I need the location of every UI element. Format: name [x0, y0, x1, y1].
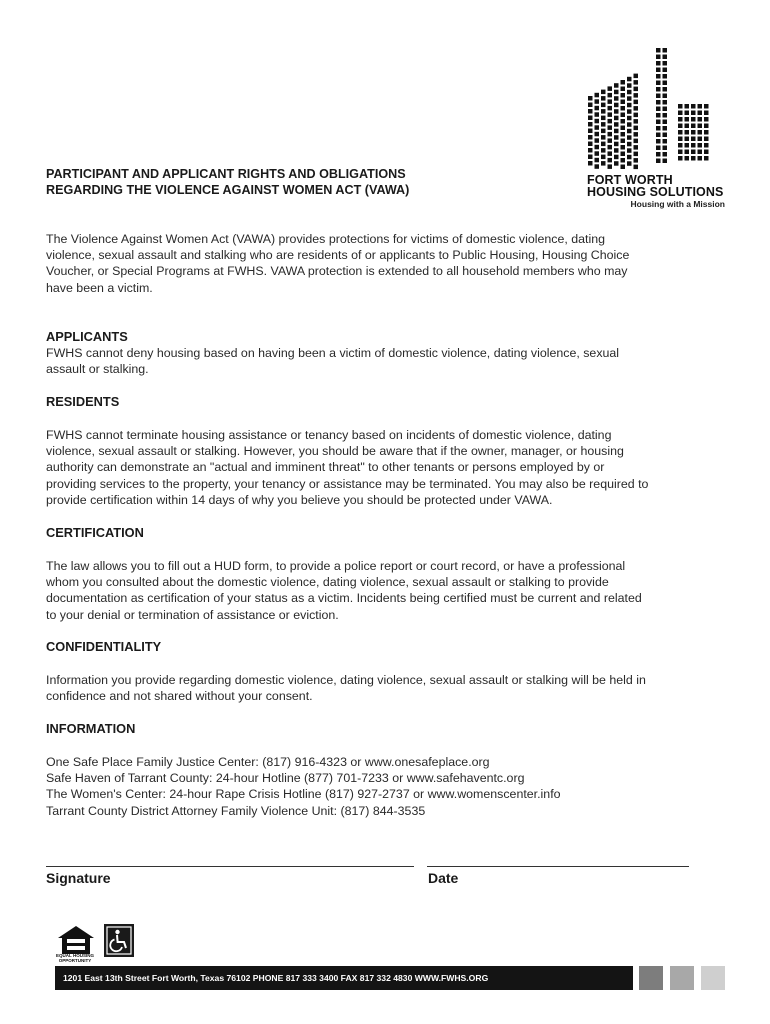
- logo-window: [634, 80, 639, 85]
- logo-window: [614, 142, 619, 147]
- logo-window: [614, 122, 619, 127]
- logo-window: [601, 135, 606, 140]
- logo-window: [621, 158, 626, 163]
- logo-window: [595, 99, 600, 104]
- logo-window: [678, 117, 683, 122]
- logo-window: [656, 107, 661, 112]
- logo-window: [698, 137, 703, 142]
- logo-window: [621, 139, 626, 144]
- logo-window: [685, 156, 690, 161]
- certification-line: whom you consulted about the domestic violence, dating violence, sexual assault or stalking to provide: [46, 575, 609, 590]
- logo-window: [601, 90, 606, 95]
- logo-window: [614, 135, 619, 140]
- intro-line: have been a victim.: [46, 280, 153, 295]
- logo-window: [608, 125, 613, 129]
- logo-window: [704, 156, 709, 161]
- logo-window: [601, 161, 606, 166]
- logo-window: [588, 129, 593, 134]
- residents-line: provide certification within 14 days of why you believe you should be protected under VAWA.: [46, 492, 553, 507]
- logo-window: [698, 156, 703, 161]
- logo-window: [588, 135, 593, 140]
- logo-window: [588, 155, 593, 160]
- logo-window: [704, 150, 709, 155]
- logo-window: [614, 96, 619, 101]
- logo-window: [608, 93, 613, 98]
- logo-window: [608, 138, 613, 143]
- logo-window: [621, 119, 626, 124]
- logo-window: [627, 161, 632, 166]
- logo-window: [656, 61, 661, 66]
- title-line-1: PARTICIPANT AND APPLICANT RIGHTS AND OBLIGATIONS: [46, 167, 406, 181]
- logo-building-left: [588, 74, 638, 170]
- logo-window: [704, 111, 709, 116]
- logo-window: [656, 55, 661, 60]
- logo-window: [656, 159, 661, 164]
- intro-line: The Violence Against Women Act (VAWA) provides protections for victims of domestic violence, dating: [46, 232, 605, 246]
- information-line: One Safe Place Family Justice Center: (817) 916-4323 or www.onesafeplace.org: [46, 755, 490, 769]
- logo-window: [704, 117, 709, 122]
- logo-window: [627, 142, 632, 147]
- confidentiality-paragraph: [46, 672, 726, 704]
- information-line: Safe Haven of Tarrant County: 24-hour Hotline (877) 701-7233 or www.safehaventc.org: [46, 771, 525, 786]
- logo-window: [663, 81, 668, 86]
- logo-window: [627, 116, 632, 121]
- logo-window: [595, 112, 600, 117]
- logo-building-middle: [656, 48, 667, 163]
- signature-line[interactable]: [46, 866, 414, 867]
- equal-housing-text: EQUAL HOUSING OPPORTUNITY: [56, 953, 94, 963]
- intro-line: Voucher, or Special Programs at FWHS. VAWA protection is extended to all household members who may: [46, 264, 628, 279]
- logo-window: [614, 109, 619, 114]
- logo-window: [634, 93, 639, 98]
- logo-window: [595, 119, 600, 124]
- information-line: Tarrant County District Attorney Family Violence Unit: (817) 844-3535: [46, 803, 426, 818]
- logo-window: [691, 137, 696, 142]
- logo-window: [627, 96, 632, 101]
- logo-window: [627, 90, 632, 95]
- logo-window: [621, 93, 626, 98]
- accessibility-icon: [104, 924, 134, 957]
- logo-window: [634, 158, 639, 163]
- applicants-line: FWHS cannot deny housing based on having been a victim of domestic violence, dating violence, sexual: [46, 346, 620, 361]
- logo-window: [595, 164, 600, 169]
- logo-window: [634, 139, 639, 144]
- logo-window: [608, 132, 613, 137]
- logo-window: [614, 83, 619, 88]
- logo-window: [634, 132, 639, 137]
- logo-window: [656, 126, 661, 131]
- logo-window: [685, 143, 690, 148]
- logo-wordmark: [587, 174, 727, 209]
- logo-window: [601, 155, 606, 160]
- footer-contact-bar: 1201 East 13th Street Fort Worth, Texas 76102 PHONE 817 333 3400 FAX 817 332 4830 WWW.FWHS.ORG: [55, 966, 633, 990]
- logo-window: [614, 129, 619, 134]
- logo-window: [663, 146, 668, 151]
- intro-paragraph: [46, 231, 726, 296]
- logo-line-2: HOUSING SOLUTIONS: [587, 185, 724, 199]
- residents-paragraph: [46, 427, 726, 508]
- logo-window: [656, 100, 661, 105]
- logo-window: [698, 104, 703, 109]
- logo-window: [663, 133, 668, 138]
- information-line: The Women's Center: 24-hour Rape Crisis Hotline (817) 927-2737 or www.womenscenter.info: [46, 787, 561, 802]
- logo-window: [614, 90, 619, 95]
- logo-window: [627, 109, 632, 114]
- logo-window: [601, 96, 606, 101]
- logo-window: [588, 103, 593, 108]
- logo-window: [685, 137, 690, 142]
- logo-window: [656, 48, 661, 53]
- logo-window: [627, 77, 632, 82]
- residents-line: providing services to the property, your tenancy or assistance may be terminated. You may also be required to: [46, 476, 649, 491]
- logo-window: [601, 129, 606, 134]
- logo-window: [614, 161, 619, 166]
- logo-window: [691, 117, 696, 122]
- logo-window: [621, 165, 626, 170]
- residents-line: authority can demonstrate an "actual and imminent threat" to other tenants or persons employed by or: [46, 460, 605, 475]
- logo-window: [621, 113, 626, 118]
- footer-square-mid: [670, 966, 694, 990]
- logo-window: [663, 61, 668, 66]
- logo-window: [634, 113, 639, 118]
- logo-window: [608, 99, 613, 104]
- logo-window: [678, 111, 683, 116]
- logo-window: [621, 106, 626, 111]
- logo-window: [595, 158, 600, 163]
- date-line[interactable]: [427, 866, 689, 867]
- logo-window: [663, 139, 668, 144]
- date-label: Date: [428, 870, 459, 886]
- logo-window: [678, 124, 683, 129]
- title-line-2: REGARDING THE VIOLENCE AGAINST WOMEN ACT (VAWA): [46, 183, 410, 197]
- logo-window: [588, 148, 593, 153]
- logo-window: [691, 124, 696, 129]
- logo-window: [698, 130, 703, 135]
- logo-window: [691, 130, 696, 135]
- logo-window: [621, 126, 626, 131]
- logo-window: [621, 152, 626, 157]
- logo-window: [656, 139, 661, 144]
- section-residents: [46, 394, 726, 410]
- logo-tagline: Housing with a Mission: [630, 199, 725, 209]
- logo-window: [698, 150, 703, 155]
- logo-window: [595, 138, 600, 143]
- logo-window: [588, 116, 593, 121]
- logo-window: [627, 135, 632, 140]
- logo-window: [627, 148, 632, 153]
- logo-window: [691, 104, 696, 109]
- logo-window: [663, 87, 668, 92]
- logo-window: [634, 145, 639, 150]
- confidentiality-line: confidence and not shared without your consent.: [46, 689, 313, 704]
- logo-window: [704, 104, 709, 109]
- logo-window: [678, 150, 683, 155]
- logo-window: [698, 117, 703, 122]
- logo-window: [595, 151, 600, 156]
- logo-window: [627, 155, 632, 160]
- logo-window: [656, 87, 661, 92]
- logo-window: [656, 113, 661, 118]
- logo-window: [608, 119, 613, 124]
- residents-heading: RESIDENTS: [46, 394, 120, 409]
- logo-window: [663, 107, 668, 112]
- certification-heading: CERTIFICATION: [46, 525, 144, 540]
- section-applicants: [46, 329, 726, 378]
- logo-window: [685, 111, 690, 116]
- logo-window: [704, 130, 709, 135]
- footer-square-light: [701, 966, 725, 990]
- logo-window: [588, 122, 593, 127]
- logo-window: [614, 155, 619, 160]
- logo-window: [614, 103, 619, 108]
- logo-window: [663, 159, 668, 164]
- logo-window: [656, 68, 661, 73]
- logo-window: [685, 150, 690, 155]
- residents-line: violence, sexual assault or stalking. However, you should be aware that if the owner, manager, or housing: [46, 444, 624, 459]
- confidentiality-heading: CONFIDENTIALITY: [46, 639, 162, 654]
- logo-window: [634, 119, 639, 124]
- logo-line-1: FORT WORTH: [587, 173, 673, 187]
- logo-window: [634, 87, 639, 92]
- residents-line: FWHS cannot terminate housing assistance or tenancy based on incidents of domestic violence, dating: [46, 428, 612, 442]
- logo-window: [663, 100, 668, 105]
- logo-window: [608, 112, 613, 117]
- logo-window: [608, 86, 613, 91]
- logo-window: [621, 80, 626, 85]
- logo-window: [627, 122, 632, 127]
- logo-window: [588, 161, 593, 166]
- logo-window: [588, 96, 593, 101]
- section-information: [46, 721, 726, 737]
- logo-window: [634, 100, 639, 105]
- logo-window: [595, 93, 600, 98]
- logo-window: [614, 116, 619, 121]
- logo-window: [614, 148, 619, 153]
- logo-window: [627, 83, 632, 88]
- logo-window: [627, 129, 632, 134]
- logo-window: [608, 164, 613, 169]
- certification-line: The law allows you to fill out a HUD form, to provide a police report or court record, or have a professional: [46, 559, 626, 573]
- logo-window: [601, 148, 606, 153]
- logo-window: [663, 48, 668, 53]
- logo-window: [595, 145, 600, 150]
- logo-window: [704, 124, 709, 129]
- logo-building-right: [678, 104, 709, 161]
- certification-paragraph: [46, 558, 726, 623]
- information-heading: INFORMATION: [46, 721, 136, 736]
- logo-window: [685, 117, 690, 122]
- logo-window: [601, 142, 606, 147]
- certification-line: documentation as certification of your status as a victim. Incidents being certified must be current and related: [46, 591, 642, 606]
- logo-window: [663, 68, 668, 73]
- logo-window: [656, 81, 661, 86]
- logo-window: [621, 132, 626, 137]
- logo-window: [698, 124, 703, 129]
- logo-window: [656, 152, 661, 157]
- logo-window: [663, 113, 668, 118]
- logo-window: [608, 151, 613, 156]
- logo-window: [601, 122, 606, 127]
- logo-window: [656, 133, 661, 138]
- logo-window: [601, 109, 606, 114]
- logo-window: [634, 126, 639, 131]
- applicants-heading: APPLICANTS: [46, 329, 128, 344]
- section-confidentiality: [46, 639, 726, 655]
- logo-window: [608, 106, 613, 111]
- logo-window: [588, 109, 593, 114]
- logo-window: [704, 137, 709, 142]
- confidentiality-line: Information you provide regarding domestic violence, dating violence, sexual assault or stalking will be held in: [46, 673, 646, 687]
- logo-window: [663, 74, 668, 79]
- logo-window: [595, 132, 600, 137]
- logo-window: [601, 103, 606, 108]
- logo-window: [698, 111, 703, 116]
- logo-window: [704, 143, 709, 148]
- information-list: [46, 754, 726, 819]
- logo-window: [678, 156, 683, 161]
- logo-window: [685, 104, 690, 109]
- logo-window: [656, 146, 661, 151]
- logo-window: [663, 126, 668, 131]
- logo-window: [698, 143, 703, 148]
- document-title: [46, 166, 409, 198]
- logo-window: [621, 145, 626, 150]
- logo-window: [678, 104, 683, 109]
- signature-label: Signature: [46, 870, 111, 886]
- logo-window: [621, 100, 626, 105]
- logo-window: [663, 94, 668, 99]
- logo-window: [634, 106, 639, 111]
- logo-window: [601, 116, 606, 121]
- logo-window: [663, 152, 668, 157]
- logo-window: [691, 150, 696, 155]
- logo-window: [691, 143, 696, 148]
- intro-line: violence, sexual assault and stalking who are residents of or applicants to Public Housing, Housing Choice: [46, 248, 630, 263]
- applicants-line: assault or stalking.: [46, 362, 149, 377]
- logo-window: [608, 145, 613, 150]
- logo-window: [678, 130, 683, 135]
- logo-window: [595, 106, 600, 111]
- section-certification: [46, 525, 726, 541]
- logo-window: [656, 94, 661, 99]
- logo-window: [685, 130, 690, 135]
- logo-window: [663, 120, 668, 125]
- logo-window: [621, 87, 626, 92]
- logo-window: [634, 74, 639, 79]
- logo-window: [634, 152, 639, 157]
- logo-window: [663, 55, 668, 60]
- logo-window: [678, 137, 683, 142]
- logo-window: [656, 120, 661, 125]
- logo-window: [608, 158, 613, 163]
- logo-window: [678, 143, 683, 148]
- logo-window: [634, 165, 639, 170]
- logo-window: [588, 142, 593, 147]
- certification-line: to your denial or termination of assistance or eviction.: [46, 607, 339, 622]
- logo-window: [685, 124, 690, 129]
- logo-window: [656, 74, 661, 79]
- footer-square-dark: [639, 966, 663, 990]
- logo-window: [691, 156, 696, 161]
- logo-window: [595, 125, 600, 130]
- logo-window: [627, 103, 632, 108]
- logo-window: [691, 111, 696, 116]
